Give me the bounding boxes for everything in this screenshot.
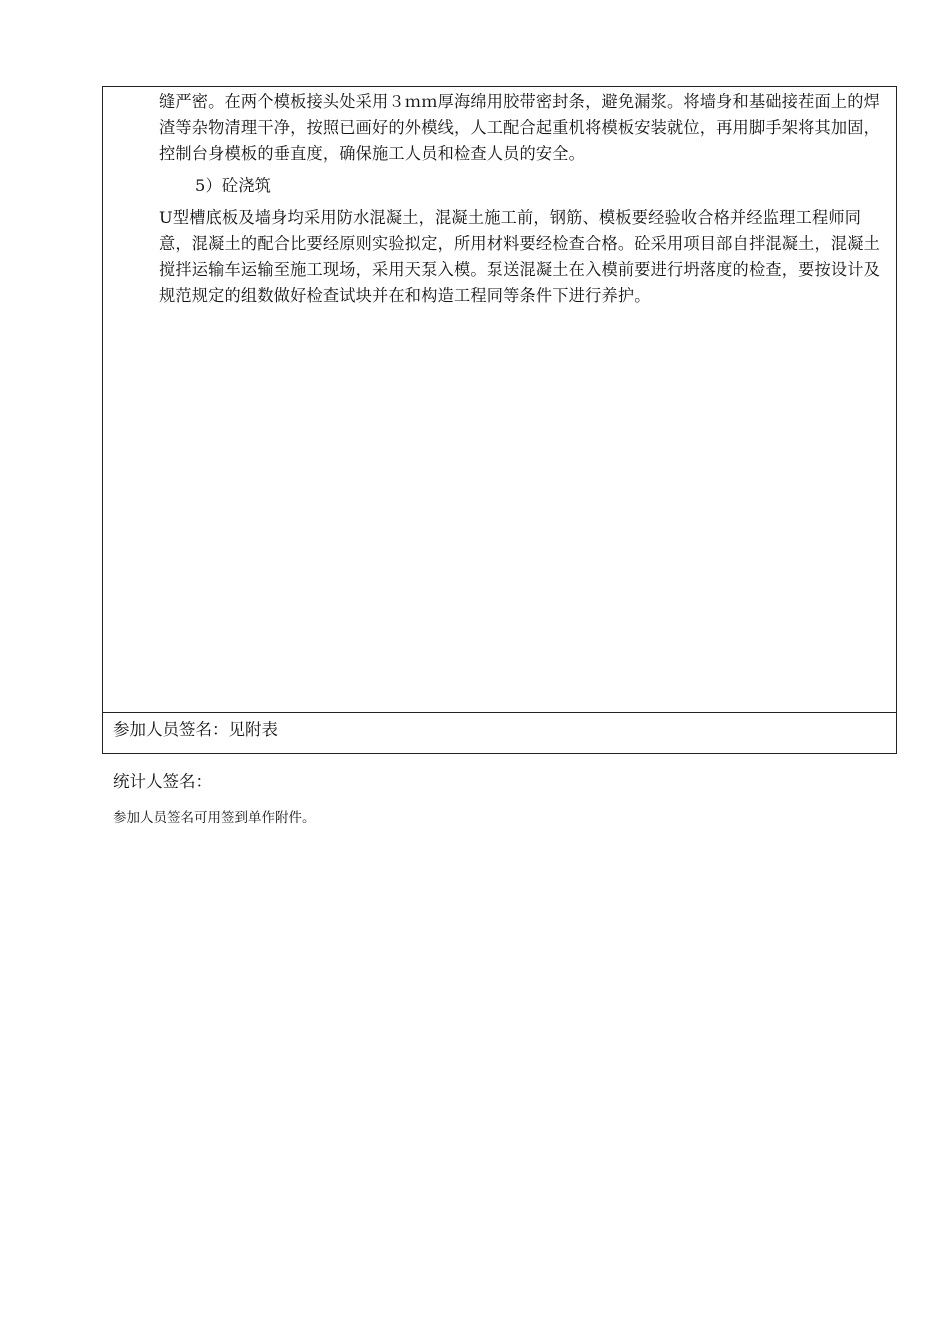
section-heading-concrete-pouring: 5）砼浇筑: [195, 176, 272, 195]
statistician-signature: 统计人签名：: [113, 772, 212, 791]
content-body: [159, 89, 889, 309]
document-table: [102, 86, 897, 754]
content-cell: [103, 87, 896, 713]
participants-signature: 参加人员签名：见附表: [113, 720, 278, 739]
signature-cell: [103, 713, 896, 753]
paragraph-formwork: 缝严密。在两个模板接头处采用３ｍｍ厚海绵用胶带密封条，避免漏浆。将墙身和基础接茬面上的焊渣等杂物清理干净，按照已画好的外模线，人工配合起重机将模板安装就位，再用脚手架将其加固，控制台身模板的垂直度，确保施工人员和检查人员的安全。: [159, 92, 881, 163]
footnote: 参加人员签名可用签到单作附件。: [113, 810, 316, 826]
paragraph-concrete: U型槽底板及墙身均采用防水混凝土，混凝土施工前，钢筋、模板要经验收合格并经监理工程师同意，混凝土的配合比要经原则实验拟定，所用材料要经检查合格。砼采用项目部自拌混凝土，混凝土搅拌运输车运输至施工现场，采用天泵入模。泵送混凝土在入模前要进行坍落度的检查，要按设计及规范规定的组数做好检查试块并在和构造工程同等条件下进行养护。: [159, 208, 881, 305]
